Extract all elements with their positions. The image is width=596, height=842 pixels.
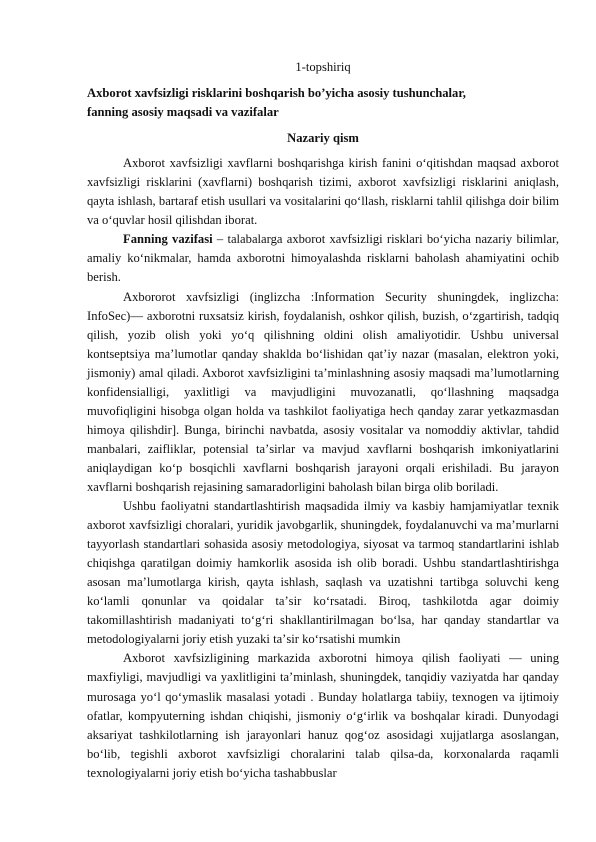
paragraph-definition: Axbororot xavfsizligi (inglizcha :Information Security shuningdek, inglizcha: InfoSec)— axborotni ruxsatsiz kirish, foydalanish, oshkor qilish, buzish, oʻzgartirish, tadqiq qilish, yozib olish yoki yoʻq qilishning oldini olish amaliyotidir. Ushbu universal kontseptsiya maʼlumotlar qanday shaklda boʻlishidan qatʼiy nazar (masalan, elektron yoki, jismoniy) amal qiladi. Axborot xavfsizligini taʼminlashning asosiy maqsadi maʼlumotlarning konfidensialligi, yaxlitligi va mavjudligini muvozanatli, qoʻllashning maqsadga muvofiqligini hisobga olgan holda va tashkilot faoliyatiga hech qanday zarar yetkazmasdan himoya qilishdir]. Bunga, birinchi navbatda, asosiy vositalar va nomoddiy aktivlar, tahdid manbalari, zaifliklar, potensial taʼsirlar va mavjud xavflarni boshqarish imkoniyatlarini aniqlaydigan koʻp bosqichli xavflarni boshqarish jarayoni orqali erishiladi. Bu jarayon xavflarni boshqarish rejasining samaradorligini baholash bilan birga olib boriladi. [87, 289, 559, 494]
document-title [87, 84, 559, 122]
task-number: 1-topshiriq [295, 60, 351, 74]
section-title: Nazariy qism [287, 131, 359, 146]
paragraph-standards: Ushbu faoliyatni standartlashtirish maqsadida ilmiy va kasbiy hamjamiyatlar texnik axborot xavfsizligi choralari, yuridik javobgarlik, shuningdek, foydalanuvchi va maʼmurlarni tayyorlash standartlari sohasida asosiy metodologiya, siyosat va tarmoq standartlarini ishlab chiqishga qaratilgan doimiy hamkorlik asosida ish olib boradi. Ushbu standartlashtirishga asosan maʼlumotlarga kirish, qayta ishlash, saqlash va uzatishni tartibga soluvchi keng koʻlamli qonunlar va qoidalar taʼsir koʻrsatadi. Biroq, tashkilotda agar doimiy takomillashtirish madaniyati toʻgʻri shakllantirilmagan boʻlsa, har qanday standartlar va metodologiyalarni joriy etish yuzaki taʼsir koʻrsatishi mumkin [87, 499, 559, 647]
tasks-text: – talabalarga axborot xavfsizligi risklari boʻyicha nazariy bilimlar, amaliy koʻnikmalar, hamda axborotni himoyalashda risklarni baholash ahamiyatini ochib berish. [87, 232, 559, 285]
paragraph-core: Axborot xavfsizligining markazida axborotni himoya qilish faoliyati — uning maxfiyligi, mavjudligi va yaxlitligini taʼminlash, shuningdek, tanqidiy vaziyatda har qanday murosaga yoʻl qoʻymaslik masalasi yotadi . Bunday holatlarga tabiiy, texnogen va ijtimoiy ofatlar, kompyuterning ishdan chiqishi, jismoniy oʻgʻirlik va boshqalar kiradi. Dunyodagi aksariyat tashkilotlarning ish jarayonlari hanuz qogʻoz asosidagi xujjatlarga asoslangan, boʻlib, tegishli axborot xavfsizligi choralarini talab qilsa-da, korxonalarda raqamli texnologiyalarni joriy etish boʻyicha tashabbuslar [87, 651, 559, 780]
paragraph-tasks [87, 230, 559, 287]
tasks-lead-bold: Fanning vazifasi [123, 232, 213, 247]
document-title-line-1: Axborot xavfsizligi risklarini boshqarish bo’yicha asosiy tushunchalar, [87, 86, 466, 101]
document-title-line-2: fanning asosiy maqsadi va vazifalar [87, 105, 279, 120]
paragraph-purpose: Axborot xavfsizligi xavflarni boshqarishga kirish fanini oʻqitishdan maqsad axborot xavfsizligi risklarini (xavflarni) boshqarish tizimi, axborot xavfsizligi risklarini aniqlash, qayta ishlash, bartaraf etish usullari va vositalarini qoʻllash, risklarni tahlil qilishga doir bilim va oʻquvlar hosil qilishdan iborat. [87, 156, 559, 228]
